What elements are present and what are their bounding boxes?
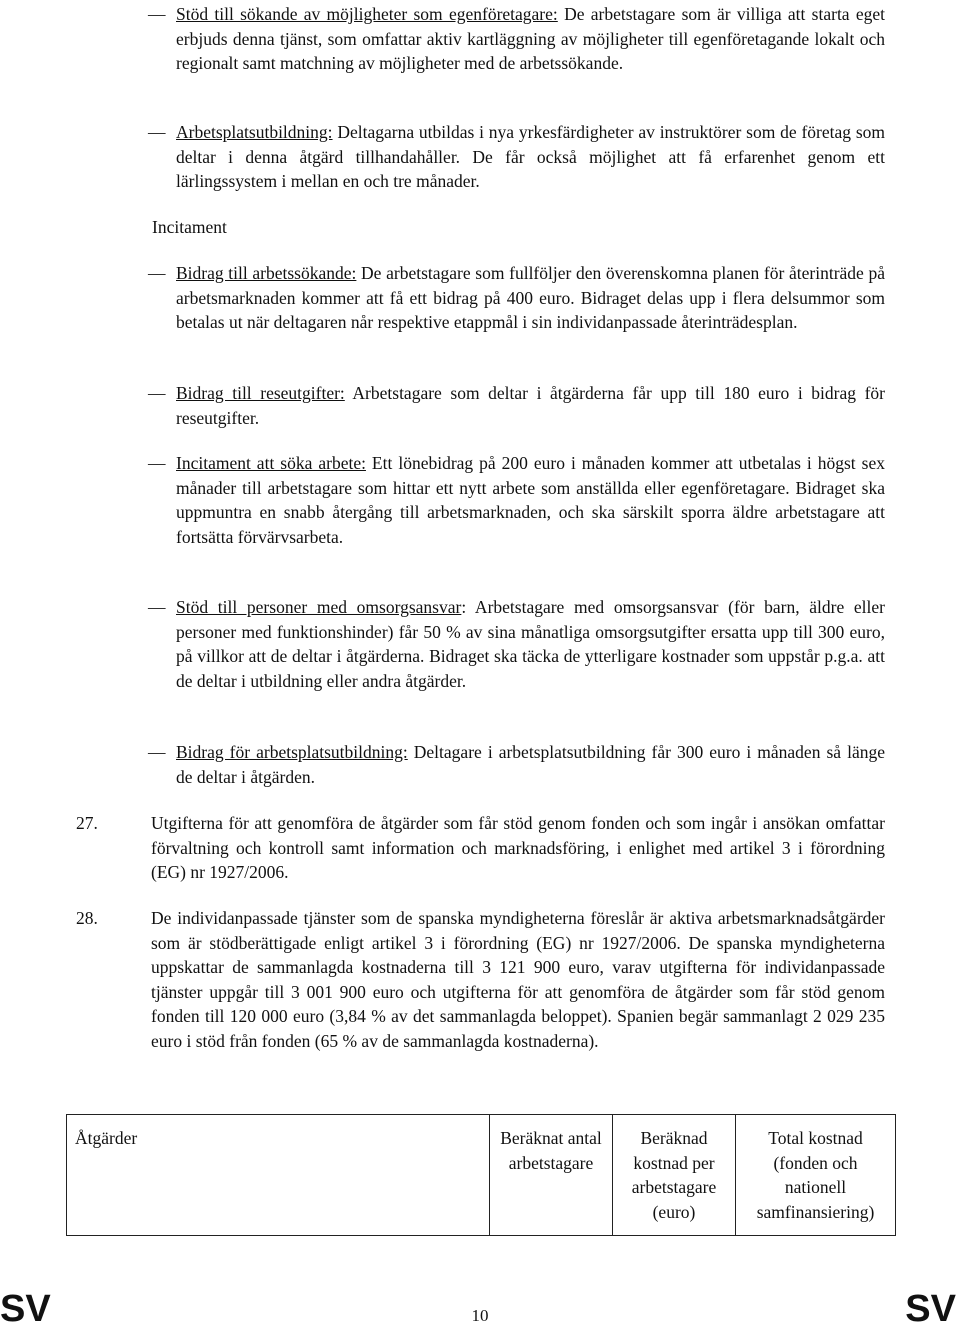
dash-bullet-icon: — [148, 383, 166, 403]
bullet-label: Bidrag till arbetssökande: [176, 263, 357, 283]
dash-bullet-icon: — [148, 597, 166, 617]
dash-bullet-icon: — [148, 4, 166, 24]
table-header-cell: Beräknad kostnad per arbetstagare (euro) [613, 1115, 736, 1236]
bullet-item [150, 451, 885, 549]
bullet-text: De arbetstagare som är villiga att starta eget erbjuds denna tjänst, som omfattar aktiv kartläggning av möjligheter till egenföretagande lokalt och regionalt samt matchning av möjligheter med de arbetssökande. [176, 4, 886, 74]
paragraph-number: 27. [76, 813, 98, 833]
bullet-item [150, 595, 885, 693]
bullet-text: Ett lönebidrag på 200 euro i månaden kommer att utbetalas i högst sex månader till arbetstagare som hittar ett nytt arbete som anställda eller egenföretagare. Bidraget ska uppmuntra en snabb återgång till arbetsmarknaden, och ska särskilt sporra äldre arbetstagare att fortsätta förvärvsarbeta. [176, 453, 885, 547]
dash-bullet-icon: — [148, 453, 166, 473]
paragraph-text: Utgifterna för att genomföra de åtgärder som får stöd genom fonden och som ingår i ansökan omfattar förvaltning och kontroll samt information och marknadsföring, i enlighet med artikel 3 i förordning (EG) nr 1927/2006. [151, 813, 885, 883]
dash-bullet-icon: — [148, 742, 166, 762]
bullet-label: Bidrag för arbetsplatsutbildning: [176, 742, 408, 762]
bullet-label: Incitament att söka arbete: [176, 453, 366, 473]
paragraph-number: 28. [76, 908, 98, 928]
bullet-text: Deltagare i arbetsplatsutbildning får 300 euro i månaden så länge de deltar i åtgärden. [176, 742, 885, 787]
bullet-label: Arbetsplatsutbildning: [176, 122, 333, 142]
bullet-text: : Arbetstagare med omsorgsansvar (för barn, äldre eller personer med funktionshinder) får 50 % av sina månatliga omsorgsutgifter ersatta upp till 300 euro, på villkor att de deltar i åtgärderna. Bidraget ska täcka de ytterligare kostnader som uppstår p.g.a. att de deltar i utbildning eller andra åtgärder. [176, 597, 885, 691]
bullet-item [150, 261, 885, 335]
table-header-cell: Åtgärder [67, 1115, 490, 1236]
page-number: 10 [471, 1306, 489, 1325]
bullet-label: Stöd till personer med omsorgsansvar [176, 597, 462, 617]
bullet-text: De arbetstagare som fullföljer den överenskomna planen för återinträde på arbetsmarknaden kommer att få ett bidrag på 400 euro. Bidraget delas upp i flera delsummor som betalas ut när deltagaren når respektive etappmål i sin individanpassade återinträdesplan. [176, 263, 885, 333]
dash-bullet-icon: — [148, 122, 166, 142]
bullet-label: Stöd till sökande av möjligheter som egenföretagare: [176, 4, 558, 24]
paragraph-text: De individanpassade tjänster som de spanska myndigheterna föreslår är aktiva arbetsmarknadsåtgärder som är stödberättigade enligt artikel 3 i förordning (EG) nr 1927/2006. De spanska myndigheterna uppskattar de sammanlagda kostnaderna till 3 121 900 euro, varav utgifterna för individanpassade tjänster uppgår till 3 001 900 euro och utgifterna för att genomföra de åtgärder som får stöd genom fonden till 120 000 euro (3,84 % av det sammanlagda beloppet). Spanien begär sammanlagt 2 029 235 euro i stöd från fonden (65 % av de sammanlagda kostnaderna). [151, 908, 885, 1051]
numbered-paragraph [76, 906, 885, 1054]
bullet-item [150, 2, 885, 76]
dash-bullet-icon: — [148, 263, 166, 283]
bullet-item [150, 740, 885, 789]
footer-language-left: SV [0, 1288, 51, 1330]
bullet-text: Deltagarna utbildas i nya yrkesfärdigheter av instruktörer som de företag som deltar i denna åtgärd tillhandahåller. De får också möjlighet att få erfarenhet genom ett lärlingssystem i mellan en och tre månader. [176, 122, 885, 192]
numbered-paragraph [76, 811, 885, 885]
table-header-row [67, 1115, 896, 1236]
table-header-cell: Total kostnad (fonden och nationell samfinansiering) [736, 1115, 896, 1236]
bullet-item [150, 120, 885, 194]
bullet-item [150, 381, 885, 430]
table-header-cell: Beräknat antal arbetstagare [490, 1115, 613, 1236]
measures-table [66, 1114, 896, 1236]
footer-language-right: SV [905, 1288, 956, 1330]
bullet-text: Arbetstagare som deltar i åtgärderna får upp till 180 euro i bidrag för reseutgifter. [176, 383, 885, 428]
bullet-label: Bidrag till reseutgifter: [176, 383, 345, 403]
section-heading: Incitament [152, 217, 227, 237]
